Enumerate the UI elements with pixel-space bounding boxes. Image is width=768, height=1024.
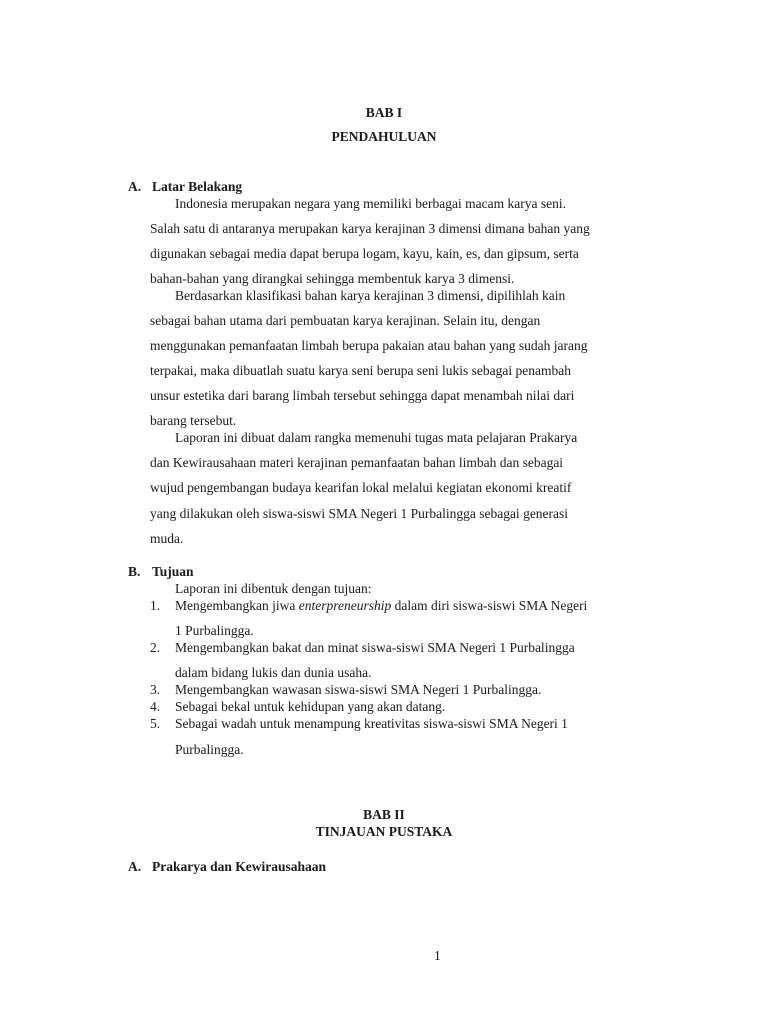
section-label: B. bbox=[128, 564, 141, 579]
paragraph-line: muda. bbox=[150, 531, 184, 546]
paragraph-line: barang tersebut. bbox=[150, 413, 237, 428]
section-title: Prakarya dan Kewirausahaan bbox=[152, 859, 327, 874]
list-item: Mengembangkan bakat dan minat siswa-siswi SMA Negeri 1 Purbalingga bbox=[175, 640, 575, 655]
page-number: 1 bbox=[434, 948, 441, 963]
list-item: Mengembangkan wawasan siswa-siswi SMA Negeri 1 Purbalingga. bbox=[175, 682, 542, 697]
section-title: Latar Belakang bbox=[152, 179, 243, 194]
paragraph-line: wujud pengembangan budaya kearifan lokal melalui kegiatan ekonomi kreatif bbox=[150, 480, 572, 495]
list-item-continuation: 1 Purbalingga. bbox=[175, 623, 254, 638]
paragraph-line: bahan-bahan yang dirangkai sehingga membentuk karya 3 dimensi. bbox=[150, 271, 515, 286]
paragraph-line: digunakan sebagai media dapat berupa logam, kayu, kain, es, dan gipsum, serta bbox=[150, 246, 579, 261]
section-label: A. bbox=[128, 179, 142, 194]
list-number: 5. bbox=[150, 716, 161, 731]
paragraph-line: terpakai, maka dibuatlah suatu karya seni berupa seni lukis sebagai penambah bbox=[150, 363, 571, 378]
chapter-subtitle: PENDAHULUAN bbox=[331, 129, 437, 144]
section-a-heading bbox=[128, 179, 242, 195]
paragraph-line: Berdasarkan klasifikasi bahan karya kerajinan 3 dimensi, dipilihlah kain bbox=[175, 288, 566, 303]
section-label: A. bbox=[128, 859, 142, 874]
list-item-continuation: dalam bidang lukis dan dunia usaha. bbox=[175, 665, 372, 680]
paragraph-line: Indonesia merupakan negara yang memiliki berbagai macam karya seni. bbox=[175, 196, 566, 211]
list-number: 3. bbox=[150, 682, 161, 697]
list-number: 2. bbox=[150, 640, 161, 655]
chapter-subtitle: TINJAUAN PUSTAKA bbox=[315, 824, 453, 839]
list-item: Sebagai bekal untuk kehidupan yang akan datang. bbox=[175, 699, 446, 714]
emphasis-term: enterpreneurship bbox=[298, 598, 392, 613]
paragraph-line: dan Kewirausahaan materi kerajinan pemanfaatan bahan limbah dan sebagai bbox=[150, 455, 564, 470]
paragraph-line: sebagai bahan utama dari pembuatan karya kerajinan. Selain itu, dengan bbox=[150, 313, 541, 328]
paragraph-line: Salah satu di antaranya merupakan karya kerajinan 3 dimensi dimana bahan yang bbox=[150, 221, 590, 236]
list-number: 1. bbox=[150, 598, 161, 613]
list-item: Sebagai wadah untuk menampung kreativitas siswa-siswi SMA Negeri 1 bbox=[175, 716, 568, 731]
section-b-heading bbox=[128, 564, 194, 580]
chapter-title: BAB II bbox=[363, 807, 405, 822]
list-item: Mengembangkan jiwa enterpreneurship dalam diri siswa-siswi SMA Negeri bbox=[175, 598, 588, 613]
paragraph-line: menggunakan pemanfaatan limbah berupa pakaian atau bahan yang sudah jarang bbox=[150, 338, 588, 353]
list-intro: Laporan ini dibentuk dengan tujuan: bbox=[175, 581, 372, 596]
list-number: 4. bbox=[150, 699, 161, 714]
paragraph-line: Laporan ini dibuat dalam rangka memenuhi tugas mata pelajaran Prakarya bbox=[175, 430, 578, 445]
paragraph-line: unsur estetika dari barang limbah tersebut sehingga dapat menambah nilai dari bbox=[150, 388, 575, 403]
section-a-heading bbox=[128, 859, 326, 875]
chapter-title: BAB I bbox=[365, 105, 403, 120]
list-item-continuation: Purbalingga. bbox=[175, 742, 244, 757]
paragraph-line: yang dilakukan oleh siswa-siswi SMA Negeri 1 Purbalingga sebagai generasi bbox=[150, 506, 569, 521]
section-title: Tujuan bbox=[152, 564, 194, 579]
